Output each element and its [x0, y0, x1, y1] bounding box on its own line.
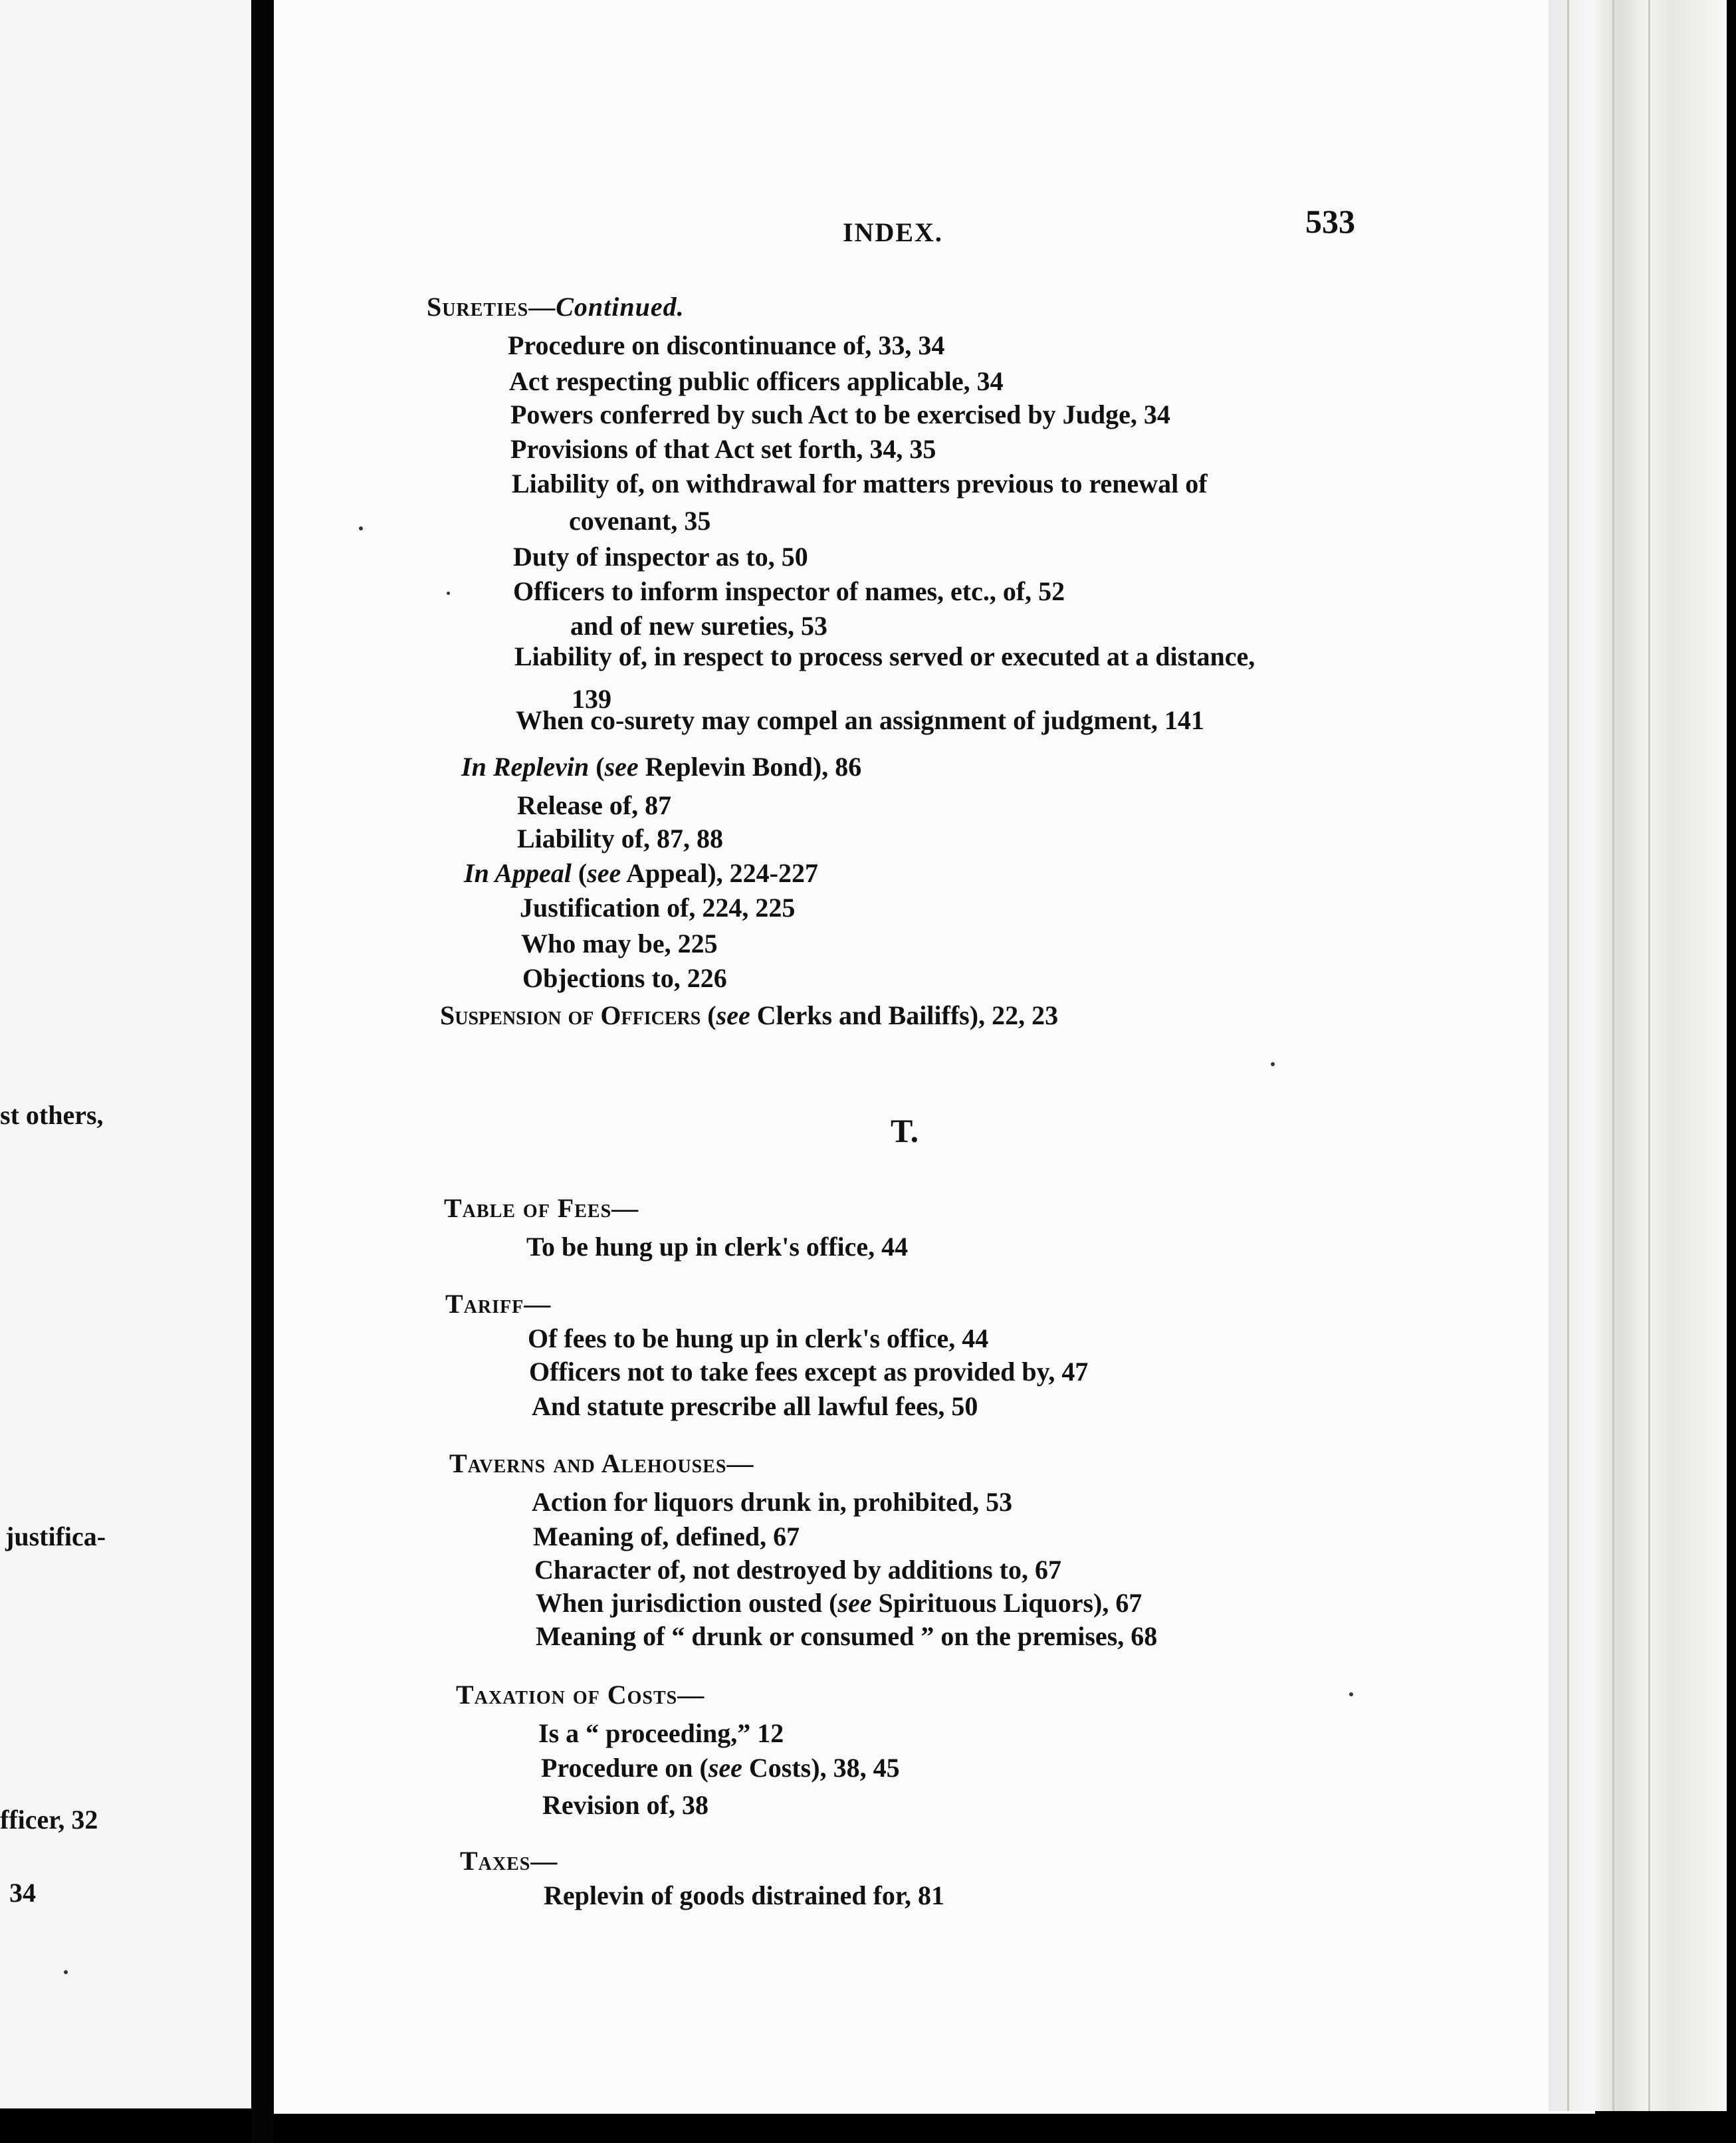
sub-entry: Duty of inspector as to, 50: [513, 542, 808, 572]
print-speck: [64, 1970, 68, 1974]
entry-suspension-of-officers: Suspension of Officers (see Clerks and Bailiffs), 22, 23: [440, 1000, 1059, 1030]
entry-heading-taxation-of-costs: Taxation of Costs—: [456, 1680, 705, 1710]
left-fragment-4: 34: [9, 1878, 36, 1908]
sub-entry: Justification of, 224, 225: [520, 893, 796, 923]
print-speck: [1349, 1692, 1353, 1696]
entry-heading-taxes: Taxes—: [460, 1846, 558, 1876]
sub-entry: Act respecting public officers applicable, 34: [509, 366, 1004, 396]
left-fragment-2: justifica-: [5, 1522, 106, 1551]
print-speck: [359, 526, 363, 530]
sub-entry: Release of, 87: [517, 790, 672, 820]
sub-entry: Is a “ proceeding,” 12: [538, 1718, 784, 1748]
sub-entry: Powers conferred by such Act to be exercised by Judge, 34: [510, 399, 1170, 429]
sub-entry: Officers to inform inspector of names, etc., of, 52: [513, 576, 1065, 606]
sub-entry: Procedure on (see Costs), 38, 45: [541, 1753, 900, 1783]
page-edge: [1549, 0, 1727, 2111]
entry-heading-sureties: Sureties—Continued.: [427, 292, 685, 322]
sub-entry: When co-surety may compel an assignment of judgment, 141: [516, 705, 1204, 735]
sub-entry: Replevin of goods distrained for, 81: [544, 1880, 945, 1910]
sub-entry: Officers not to take fees except as provided by, 47: [529, 1357, 1089, 1387]
sub-entry: To be hung up in clerk's office, 44: [526, 1232, 909, 1262]
sub-entry: When jurisdiction ousted (see Spirituous Liquors), 67: [536, 1588, 1142, 1618]
left-facing-page: [0, 0, 251, 2108]
entry-heading-table-of-fees: Table of Fees—: [444, 1193, 639, 1223]
sub-entry: Character of, not destroyed by additions to, 67: [534, 1555, 1061, 1585]
section-letter: T.: [891, 1112, 919, 1149]
sub-entry: Meaning of, defined, 67: [533, 1522, 800, 1551]
sub-heading-replevin: In Replevin (see Replevin Bond), 86: [461, 752, 862, 782]
print-speck: [447, 592, 450, 595]
sub-entry: Action for liquors drunk in, prohibited, 53: [532, 1487, 1013, 1517]
sub-entry: Meaning of “ drunk or consumed ” on the premises, 68: [536, 1621, 1158, 1651]
sub-entry-continuation: 139: [572, 684, 611, 714]
sub-heading-appeal: In Appeal (see Appeal), 224-227: [464, 858, 818, 888]
entry-heading-tariff: Tariff—: [445, 1289, 552, 1319]
left-fragment-3: fficer, 32: [0, 1805, 98, 1835]
sub-entry-continuation: and of new sureties, 53: [570, 611, 828, 641]
sub-entry: Procedure on discontinuance of, 33, 34: [508, 330, 945, 360]
entry-heading-taverns: Taverns and Alehouses—: [449, 1448, 754, 1478]
sub-entry: Who may be, 225: [521, 929, 718, 959]
sub-entry: Liability of, 87, 88: [517, 824, 724, 853]
sub-entry: Objections to, 226: [522, 963, 727, 993]
sub-entry: Liability of, in respect to process served or executed at a distance,: [514, 641, 1255, 671]
page-number: 533: [1305, 203, 1355, 240]
sub-entry-continuation: covenant, 35: [569, 506, 711, 536]
gutter: [251, 0, 274, 2143]
sub-entry: And statute prescribe all lawful fees, 50: [532, 1391, 978, 1421]
print-speck: [1271, 1062, 1275, 1066]
sub-entry: Of fees to be hung up in clerk's office, 44: [528, 1323, 989, 1353]
sub-entry: Liability of, on withdrawal for matters previous to renewal of: [512, 469, 1208, 499]
left-fragment-1: st others,: [0, 1100, 104, 1130]
sub-entry: Provisions of that Act set forth, 34, 35: [510, 434, 936, 464]
sub-entry: Revision of, 38: [542, 1790, 708, 1820]
running-head: INDEX.: [843, 217, 943, 247]
